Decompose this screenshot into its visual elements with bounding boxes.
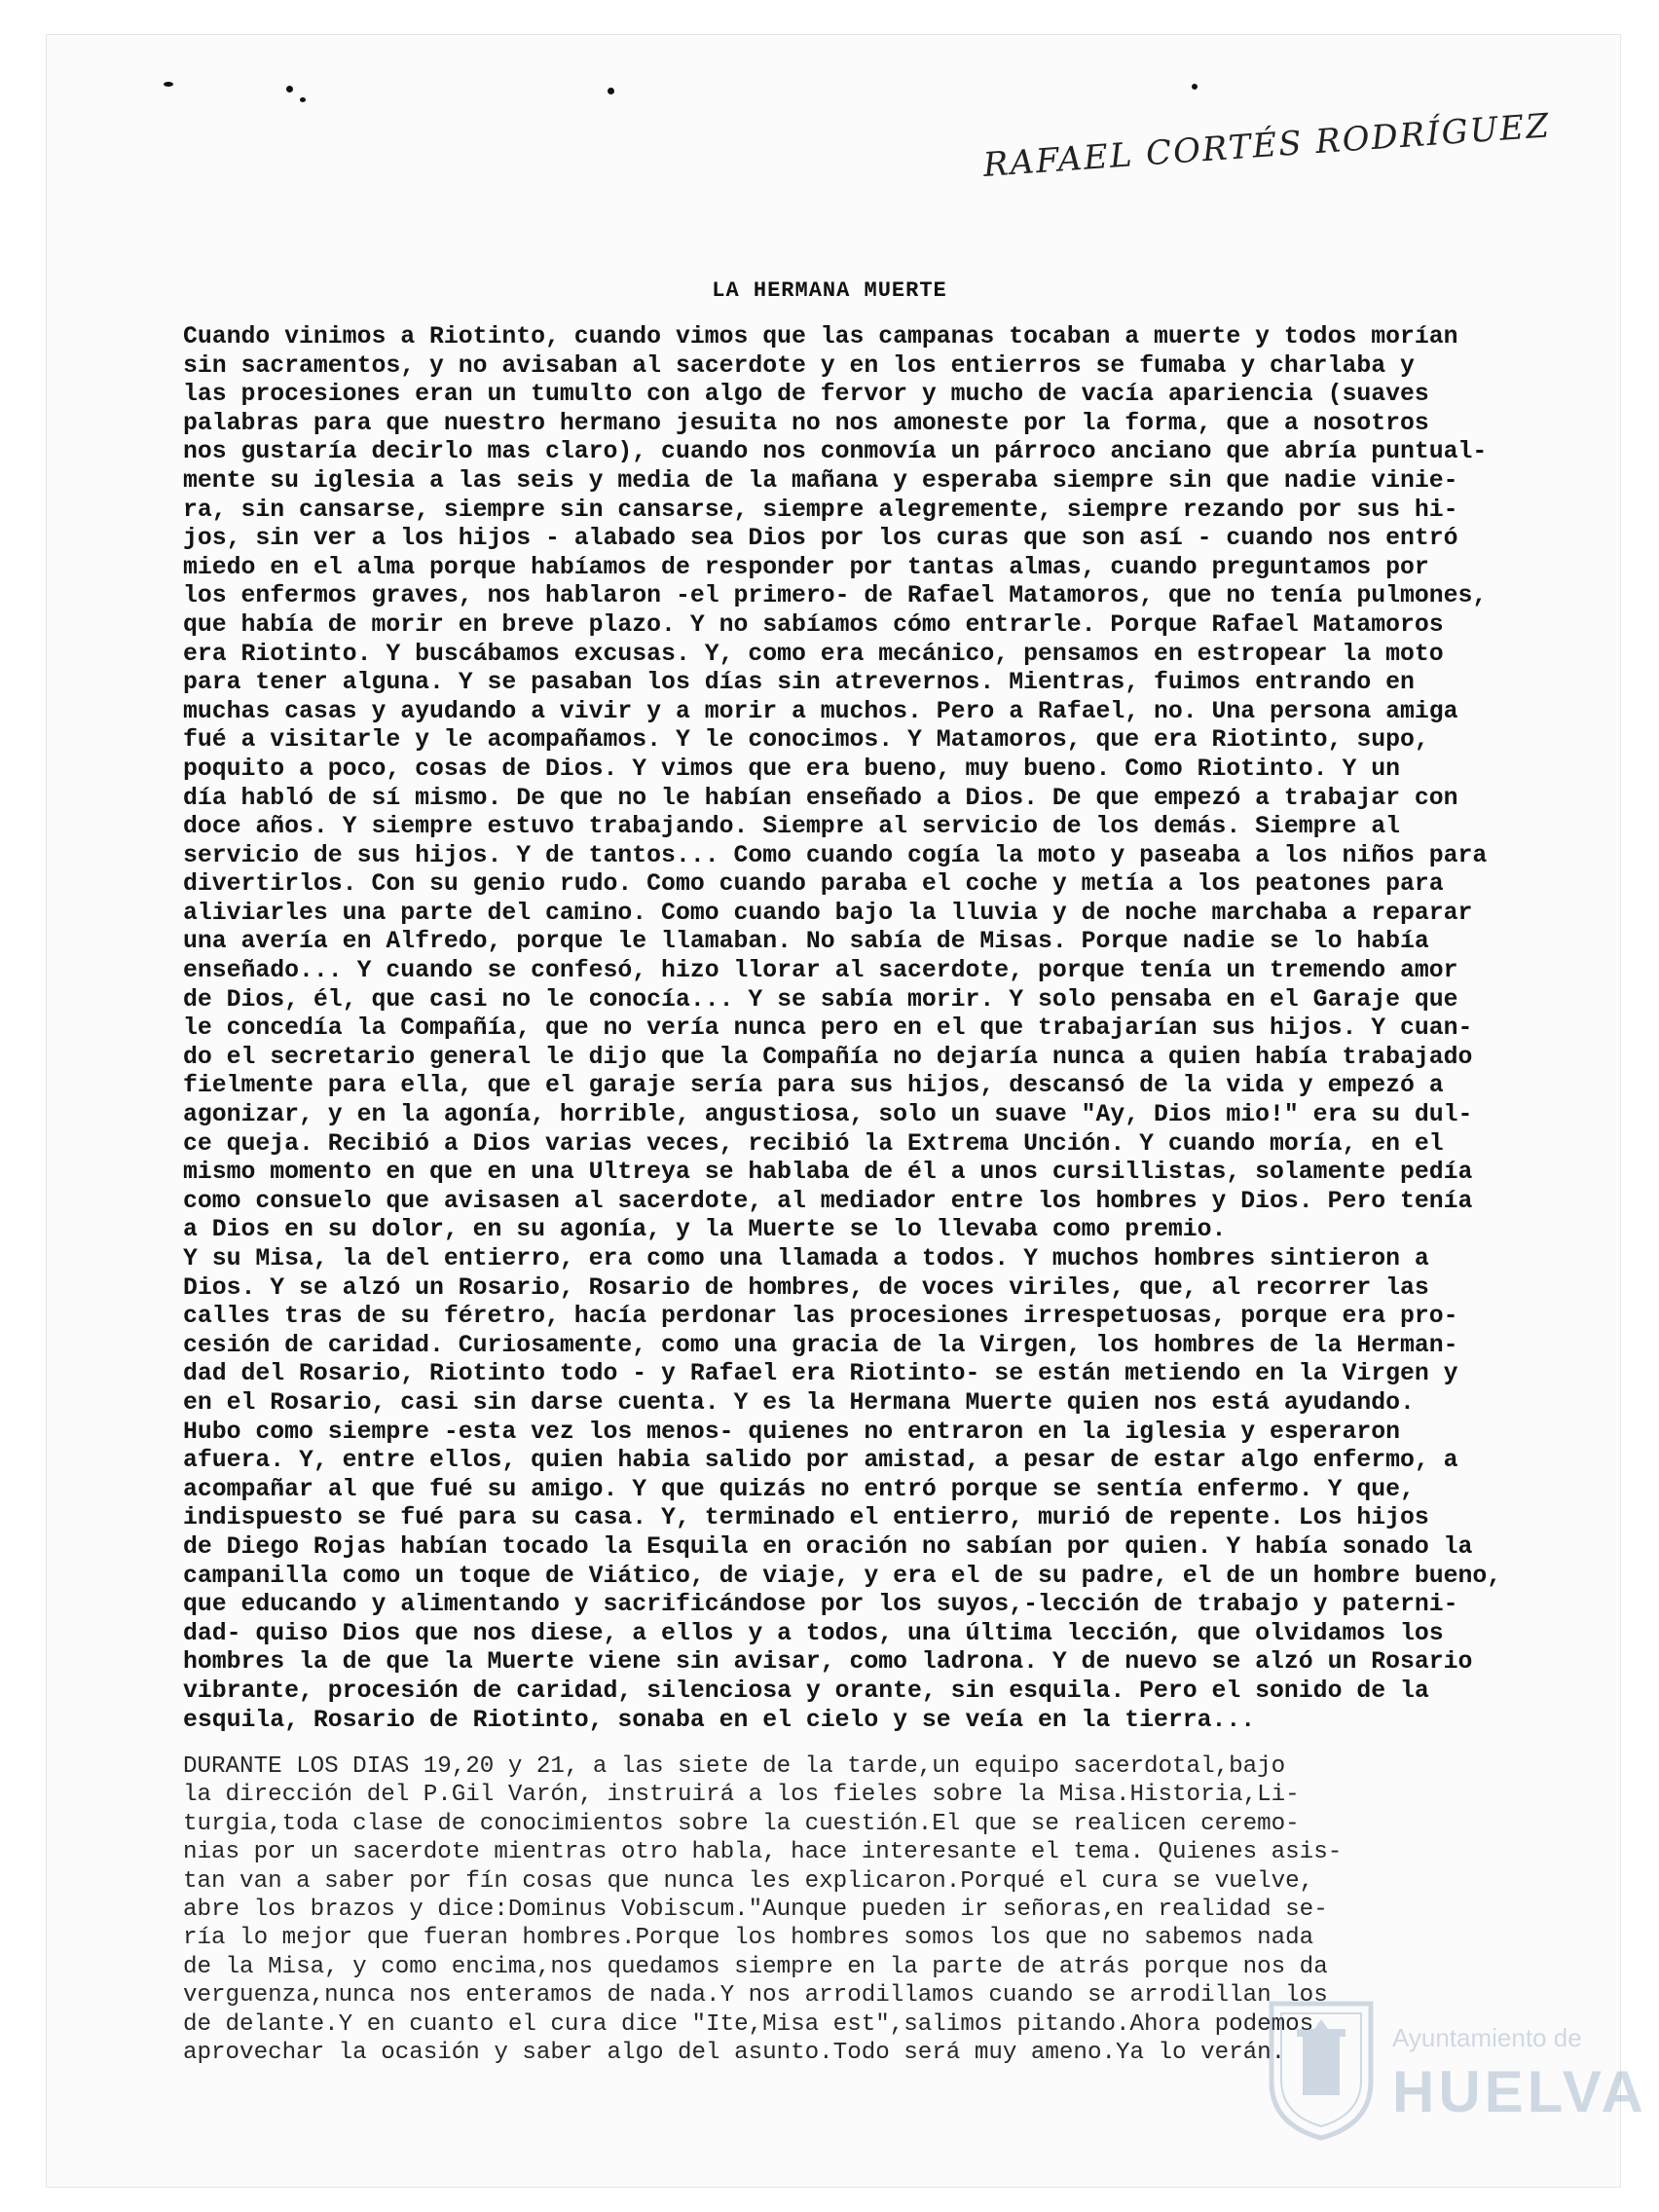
- notice-line: abre los brazos y dice:Dominus Vobiscum."Aunque pueden ir señoras,en realidad se-: [183, 1896, 1328, 1923]
- article-line: fielmente para ella, que el garaje sería para sus hijos, descansó de la vida y empezó a: [183, 1072, 1444, 1100]
- article-line: Y su Misa, la del entierro, era como una llamada a todos. Y muchos hombres sintieron a: [183, 1245, 1429, 1272]
- article-line: enseñado... Y cuando se confesó, hizo llorar al sacerdote, porque tenía un tremendo amor: [183, 957, 1458, 985]
- article-line: jos, sin ver a los hijos - alabado sea Dios por los curas que son así - cuando nos entró: [183, 525, 1458, 553]
- notice-line: ría lo mejor que fueran hombres.Porque los hombres somos los que no sabemos nada: [183, 1925, 1314, 1952]
- notice-line: de la Misa, y como encima,nos quedamos siempre en la parte de atrás porque nos da: [183, 1953, 1328, 1980]
- article-line: para tener alguna. Y se pasaban los días sin atrevernos. Mientras, fuimos entrando en: [183, 669, 1415, 697]
- article-line: divertirlos. Con su genio rudo. Como cuando paraba el coche y metía a los peatones para: [183, 870, 1444, 899]
- notice-line: verguenza,nunca nos enteramos de nada.Y nos arrodillamos cuando se arrodillan los: [183, 1982, 1328, 2009]
- article-line: que había de morir en breve plazo. Y no sabíamos cómo entrarle. Porque Rafael Matamoros: [183, 610, 1444, 639]
- article-line: mismo momento en que en una Ultreya se hablaba de él a unos cursillistas, solamente pedía: [183, 1159, 1473, 1187]
- article-line: do el secretario general le dijo que la Compañía no dejaría nunca a quien había trabajado: [183, 1043, 1473, 1071]
- notice-line: DURANTE LOS DIAS 19,20 y 21, a las siete de la tarde,un equipo sacerdotal,bajo: [183, 1753, 1286, 1780]
- article-line: dad- quiso Dios que nos diese, a ellos y a todos, una última lección, que olvidamos los: [183, 1619, 1444, 1647]
- article-line: en el Rosario, casi sin darse cuenta. Y es la Hermana Muerte quien nos está ayudando.: [183, 1388, 1415, 1417]
- article-line: ce queja. Recibió a Dios varias veces, recibió la Extrema Unción. Y cuando moría, en el: [183, 1129, 1444, 1158]
- article-line: afuera. Y, entre ellos, quien habia salido por amistad, a pesar de estar algo enfermo, a: [183, 1447, 1458, 1475]
- notice-line: la dirección del P.Gil Varón, instruirá a los fieles sobre la Misa.Historia,Li-: [183, 1782, 1300, 1809]
- article-line: nos gustaría decirlo mas claro), cuando nos conmovía un párroco anciano que abría puntual-: [183, 438, 1488, 466]
- huelva-watermark: [1264, 1986, 1647, 2181]
- article-line: ra, sin cansarse, siempre sin cansarse, siempre alegremente, siempre rezando por sus hi-: [183, 496, 1458, 524]
- article-line: los enfermos graves, nos hablaron -el primero- de Rafael Matamoros, que no tenía pulmones,: [183, 582, 1488, 610]
- article-line: acompañar al que fué su amigo. Y que quizás no entró porque se sentía enfermo. Y que,: [183, 1475, 1415, 1503]
- article-line: sin sacramentos, y no avisaban al sacerdote y en los entierros se fumaba y charlaba y: [183, 351, 1415, 380]
- article-line: doce años. Y siempre estuvo trabajando. Siempre al servicio de los demás. Siempre al: [183, 813, 1400, 841]
- article-line: miedo en el alma porque habíamos de responder por tantas almas, cuando preguntamos por: [183, 553, 1429, 581]
- article-line: servicio de sus hijos. Y de tantos... Como cuando cogía la moto y paseaba a los niños para: [183, 841, 1488, 869]
- article-body: [183, 323, 1527, 1735]
- ink-speck: [164, 82, 173, 87]
- article-line: mente su iglesia a las seis y media de la mañana y esperaba siempre sin que nadie vinie-: [183, 466, 1458, 495]
- article-line: esquila, Rosario de Riotinto, sonaba en el cielo y se veía en la tierra...: [183, 1706, 1256, 1734]
- article-line: que educando y alimentando y sacrificándose por los suyos,-lección de trabajo y paterni-: [183, 1591, 1458, 1619]
- article-line: Cuando vinimos a Riotinto, cuando vimos que las campanas tocaban a muerte y todos morían: [183, 323, 1458, 350]
- article-line: indispuesto se fué para su casa. Y, terminado el entierro, murió de repente. Los hijos: [183, 1504, 1429, 1532]
- article-line: campanilla como un toque de Viático, de viaje, y era el de su padre, el de un hombre bueno,: [183, 1562, 1502, 1590]
- article-line: hombres la de que la Muerte viene sin avisar, como ladrona. Y de nuevo se alzó un Rosario: [183, 1648, 1473, 1677]
- ink-speck: [608, 88, 614, 94]
- ink-speck: [286, 86, 293, 92]
- article-line: cesión de caridad. Curiosamente, como una gracia de la Virgen, los hombres de la Herman-: [183, 1331, 1458, 1359]
- article-line: las procesiones eran un tumulto con algo de fervor y mucho de vacía apariencia (suaves: [183, 381, 1429, 409]
- article-line: dad del Rosario, Riotinto todo - y Rafael era Riotinto- se están metiendo en la Virgen y: [183, 1360, 1458, 1388]
- article-line: a Dios en su dolor, en su agonía, y la Muerte se lo llevaba como premio.: [183, 1216, 1227, 1244]
- article-title: LA HERMANA MUERTE: [712, 278, 947, 303]
- article-line: de Dios, él, que casi no le conocía... Y se sabía morir. Y solo pensaba en el Garaje que: [183, 985, 1458, 1014]
- article-line: vibrante, procesión de caridad, silenciosa y orante, sin esquila. Pero el sonido de la: [183, 1677, 1429, 1705]
- article-line: poquito a poco, cosas de Dios. Y vimos que era bueno, muy bueno. Como Riotinto. Y un: [183, 755, 1400, 783]
- handwritten-signature: RAFAEL CORTÉS RODRÍGUEZ: [981, 106, 1553, 185]
- notice-line: turgia,toda clase de conocimientos sobre la cuestión.El que se realicen ceremo-: [183, 1810, 1300, 1837]
- notice-line: tan van a saber por fín cosas que nunca les explicaron.Porqué el cura se vuelve,: [183, 1867, 1314, 1895]
- article-line: calles tras de su féretro, hacía perdonar las procesiones irrespetuosas, porque era pro-: [183, 1303, 1458, 1331]
- article-line: fué a visitarle y le acompañamos. Y le conocimos. Y Matamoros, que era Riotinto, supo,: [183, 726, 1429, 755]
- notice-line: aprovechar la ocasión y saber algo del asunto.Todo será muy ameno.Ya lo verán.: [183, 2039, 1286, 2066]
- watermark-line1: Ayuntamiento de: [1392, 2023, 1582, 2052]
- article-line: día habló de sí mismo. De que no le habían enseñado a Dios. De que empezó a trabajar con: [183, 784, 1458, 812]
- ink-speck: [300, 97, 306, 102]
- article-line: una avería en Alfredo, porque le llamaban. No sabía de Misas. Porque nadie se lo había: [183, 928, 1429, 956]
- article-line: era Riotinto. Y buscábamos excusas. Y, como era mecánico, pensamos en estropear la moto: [183, 640, 1444, 668]
- notice-line: nias por un sacerdote mientras otro habla, hace interesante el tema. Quienes asis-: [183, 1839, 1343, 1866]
- article-line: Hubo como siempre -esta vez los menos- quienes no entraron en la iglesia y esperaron: [183, 1418, 1400, 1446]
- coat-of-arms-icon: [1264, 1996, 1379, 2142]
- article-line: aliviarles una parte del camino. Como cuando bajo la lluvia y de noche marchaba a reparar: [183, 899, 1473, 927]
- article-line: agonizar, y en la agonía, horrible, angustiosa, solo un suave "Ay, Dios mio!" era su dul-: [183, 1101, 1473, 1129]
- article-line: de Diego Rojas habían tocado la Esquila en oración no sabían por quien. Y había sonado la: [183, 1532, 1473, 1561]
- notice-line: de delante.Y en cuanto el cura dice "Ite,Misa est",salimos pitando.Ahora podemos: [183, 2010, 1314, 2038]
- watermark-line2: HUELVA: [1392, 2059, 1647, 2124]
- article-line: muchas casas y ayudando a vivir y a morir a muchos. Pero a Rafael, no. Una persona amiga: [183, 697, 1458, 725]
- ink-speck: [1192, 84, 1198, 90]
- article-line: le concedía la Compañía, que no vería nunca pero en el que trabajarían sus hijos. Y cuan-: [183, 1014, 1473, 1043]
- article-line: como consuelo que avisasen al sacerdote, al mediador entre los hombres y Dios. Pero tenía: [183, 1187, 1473, 1215]
- article-line: palabras para que nuestro hermano jesuita no nos amoneste por la forma, que a nosotros: [183, 409, 1429, 437]
- article-line: Dios. Y se alzó un Rosario, Rosario de hombres, de voces viriles, que, al recorrer las: [183, 1273, 1429, 1302]
